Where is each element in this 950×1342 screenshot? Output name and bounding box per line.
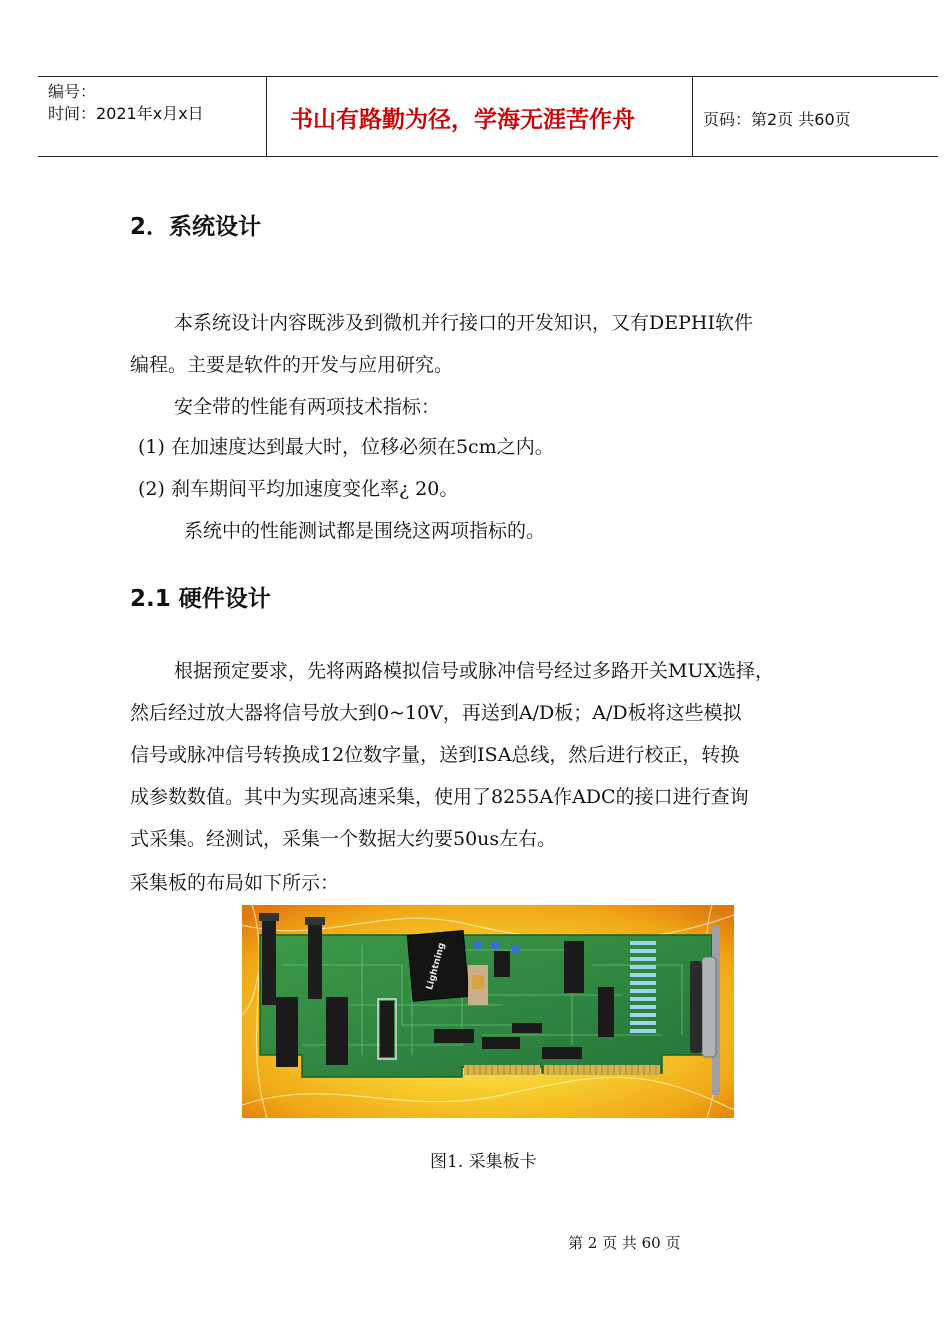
module-label: Lightning <box>425 941 448 992</box>
list-item: (2) 刹车期间平均加速度变化率¿ 20。 <box>138 478 459 500</box>
page-header <box>38 76 938 157</box>
paragraph-line: 根据预定要求，先将两路模拟信号或脉冲信号经过多路开关MUX选择， <box>174 660 774 682</box>
paragraph-line: 安全带的性能有两项技术指标： <box>174 396 441 418</box>
list-item: (1) 在加速度达到最大时，位移必须在5cm之内。 <box>138 436 554 458</box>
section-heading: 2．系统设计 <box>130 214 262 240</box>
paragraph-line: 系统中的性能测试都是围绕这两项指标的。 <box>184 520 546 542</box>
header-page-info: 页码：第2页 共60页 <box>703 110 851 129</box>
header-divider <box>266 77 267 156</box>
paragraph-line: 采集板的布局如下所示： <box>130 872 340 894</box>
section-heading: 2.1 硬件设计 <box>130 586 271 612</box>
paragraph-line: 式采集。经测试，采集一个数据大约要50us左右。 <box>130 828 557 850</box>
acquisition-board-figure <box>242 905 734 1118</box>
figure-caption: 图1. 采集板卡 <box>430 1152 537 1172</box>
header-divider <box>692 77 693 156</box>
acquisition-board-image <box>242 905 734 1118</box>
header-motto: 书山有路勤为径，学海无涯苦作舟 <box>290 107 635 133</box>
number-label: 编号： <box>48 82 97 101</box>
paragraph-line: 本系统设计内容既涉及到微机并行接口的开发知识，又有DEPHI软件 <box>174 312 753 334</box>
paragraph-line: 然后经过放大器将信号放大到0~10V，再送到A/D板；A/D板将这些模拟 <box>130 702 742 724</box>
page-footer: 第 2 页 共 60 页 <box>568 1234 681 1252</box>
paragraph-line: 编程。主要是软件的开发与应用研究。 <box>130 354 454 376</box>
time-label: 时间：2021年x月x日 <box>48 104 204 123</box>
paragraph-line: 成参数数值。其中为实现高速采集，使用了8255A作ADC的接口进行查询 <box>130 786 749 808</box>
paragraph-line: 信号或脉冲信号转换成12位数字量，送到ISA总线，然后进行校正，转换 <box>130 744 740 766</box>
header-meta <box>48 81 204 125</box>
